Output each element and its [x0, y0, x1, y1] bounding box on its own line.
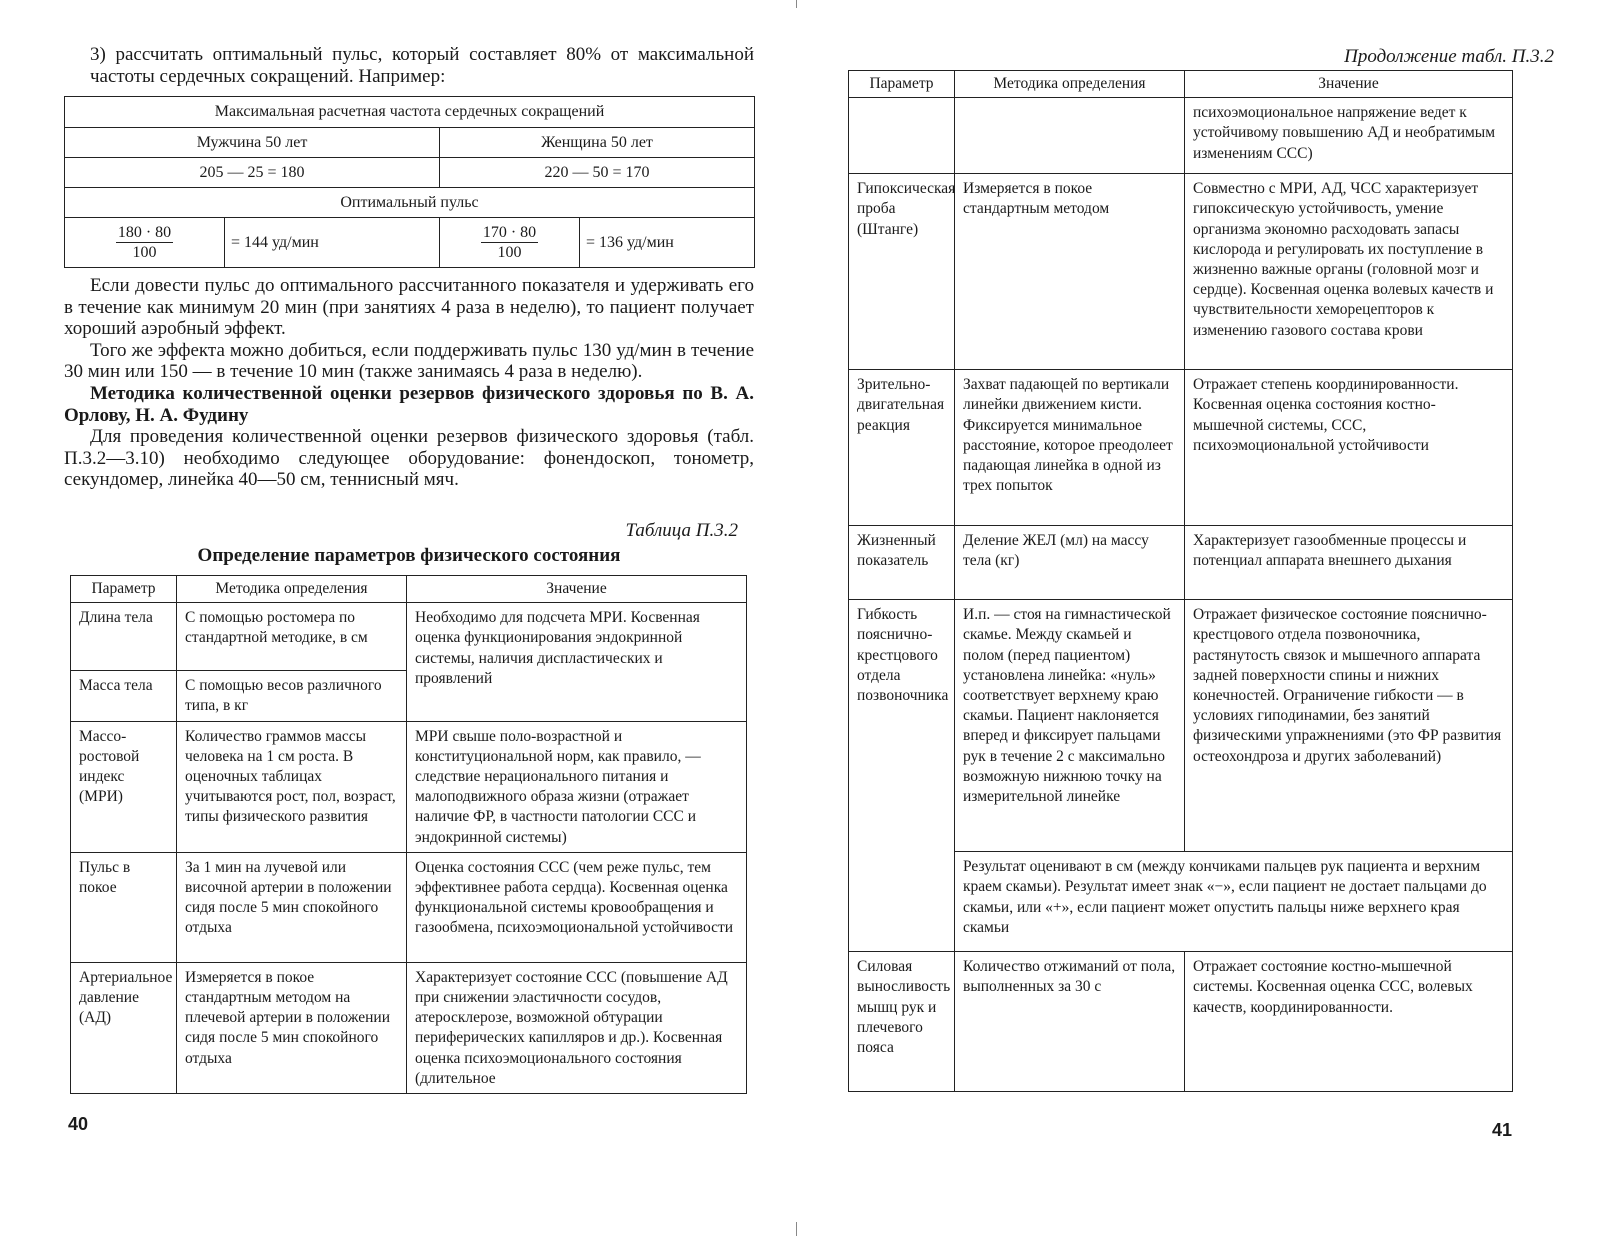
- header-method: Методика определения: [955, 71, 1185, 98]
- row-method: Измеряется в покое стандартным методом на плечевой артерии в положении сидя после 5 мин спокойного отдыха: [177, 962, 407, 1093]
- row-param: Жизненный показатель: [849, 526, 955, 600]
- page-number-left: 40: [68, 1114, 89, 1134]
- female-fraction-num: 170 · 80: [482, 224, 537, 241]
- female-formula: 220 — 50 = 170: [440, 158, 755, 188]
- row-param: Гипоксическая проба (Штанге): [849, 174, 955, 370]
- spine-mark-bottom: [796, 1222, 797, 1236]
- row-method: Деление ЖЕЛ (мл) на массу тела (кг): [955, 526, 1185, 600]
- header-value: Значение: [407, 576, 747, 603]
- row-method: С помощью весов различного типа, в кг: [177, 671, 407, 721]
- male-fraction-den: 100: [132, 244, 157, 261]
- male-label: Мужчина 50 лет: [65, 128, 440, 158]
- method-heading: Методика количественной оценки резервов физического здоровья по В. А. Орлову, Н. А. Фудину: [64, 382, 754, 426]
- row-value: Необходимо для подсчета МРИ. Косвенная оценка функционирования эндокринной системы, наличия диспластических и проявлений: [407, 603, 747, 721]
- row-param: Массо-ростовой индекс (МРИ): [71, 721, 177, 852]
- row-method: Захват падающей по вертикали линейки движением кисти. Фиксируется минимальное расстояние, которое преодолеет падающая линейка в одной из трех попыток: [955, 370, 1185, 526]
- row-value: психоэмоциональное напряжение ведет к устойчивому повышению АД и необратимым изменениям ССС): [1185, 98, 1513, 174]
- paragraph-equipment: Для проведения количественной оценки резервов физического здоровья (табл. П.3.2—3.10) необходимо следующее оборудование: фонендоскоп, тонометр, секундомер, линейка 40—50 см, теннисный мяч.: [64, 426, 754, 491]
- female-result: = 136 уд/мин: [580, 218, 755, 268]
- row-value: Оценка состояния ССС (чем реже пульс, тем эффективнее работа сердца). Косвенная оценка функциональной системы кровообращения и газообмена, психоэмоциональной устойчивости: [407, 852, 747, 962]
- header-param: Параметр: [849, 71, 955, 98]
- row-method: [955, 98, 1185, 174]
- continuation-caption: Продолжение табл. П.3.2: [1344, 46, 1554, 67]
- heart-rate-calc-table: [64, 96, 755, 268]
- physical-params-table: [70, 575, 747, 1094]
- physical-params-table-continued: [848, 70, 1513, 1092]
- row-param: Артериальное давление (АД): [71, 962, 177, 1093]
- header-param: Параметр: [71, 576, 177, 603]
- female-fraction-den: 100: [497, 244, 522, 261]
- row-param: Пульс в покое: [71, 852, 177, 962]
- table-row: [71, 603, 747, 671]
- male-fraction: [65, 218, 225, 268]
- intro-paragraph: 3) рассчитать оптимальный пульс, который составляет 80% от максимальной частоты сердечных сокращений. Например:: [90, 44, 754, 87]
- row-value: Характеризует газообменные процессы и потенциал аппарата внешнего дыхания: [1185, 526, 1513, 600]
- table-row: [849, 98, 1513, 174]
- row-method: С помощью ростомера по стандартной методике, в см: [177, 603, 407, 671]
- flex-result-note: Результат оценивают в см (между кончиками пальцев рук пациента и верхним краем скамьи). Результат имеет знак «−», если пациент не достает пальцами до скамьи, или «+», если пациент может опустить пальцы ниже верхнего края скамьи: [955, 852, 1513, 952]
- row-value: Отражает физическое состояние пояснично-крестцового отдела позвоночника, растянутость связок и мышечного аппарата задней поверхности спины и нижних конечностей. Ограничение гибкости — в условиях гиподинамии, без занятий физическими упражнениями (это ФР развития остеохондроза и других заболеваний): [1185, 600, 1513, 852]
- male-result: = 144 уд/мин: [225, 218, 440, 268]
- female-fraction: [440, 218, 580, 268]
- row-value: Отражает степень координированности. Косвенная оценка состояния костно-мышечной системы, ССС, психоэмоциональной устойчивости: [1185, 370, 1513, 526]
- row-method: И.п. — стоя на гимнастической скамье. Между скамьей и полом (перед пациентом) установлена линейка: «нуль» соответствует верхнему краю скамьи. Пациент наклоняется вперед и фиксирует пальцами рук в течение 2 с максимально возможную нижнюю точку на измерительной линейке: [955, 600, 1185, 852]
- row-param: Силовая выносливость мышц рук и плечевого пояса: [849, 952, 955, 1092]
- row-value: Отражает состояние костно-мышечной системы. Косвенная оценка ССС, волевых качеств, координированности.: [1185, 952, 1513, 1092]
- paragraph-aerobic: Если довести пульс до оптимального рассчитанного показателя и удерживать его в течение как минимум 20 мин (при занятиях 4 раза в неделю), то пациент получает хороший аэробный эффект.: [64, 275, 754, 340]
- paragraph-same-effect: Того же эффекта можно добиться, если поддерживать пульс 130 уд/мин в течение 30 мин или 150 — в течение 10 мин (также занимаясь 4 раза в неделю).: [64, 339, 754, 383]
- header-value: Значение: [1185, 71, 1513, 98]
- row-value: МРИ свыше поло-возрастной и конституциональной норм, как правило, — следствие нерационального питания и малоподвижного образа жизни (отражает наличие ФР, в частности патологии ССС и эндокринной системы): [407, 721, 747, 852]
- table-row: [849, 370, 1513, 526]
- male-formula: 205 — 25 = 180: [65, 158, 440, 188]
- row-value: Совместно с МРИ, АД, ЧСС характеризует гипоксическую устойчивость, умение организма экономно расходовать запасы кислорода и регулировать их поступление в жизненно важные органы (головной мозг и сердце). Косвенная оценка волевых качеств и чувствительности хеморецепторов к изменению газового состава крови: [1185, 174, 1513, 370]
- row-method: Количество отжиманий от пола, выполненных за 30 с: [955, 952, 1185, 1092]
- table-row: [71, 721, 747, 852]
- row-param: Длина тела: [71, 603, 177, 671]
- male-fraction-num: 180 · 80: [117, 224, 172, 241]
- table-row: [849, 174, 1513, 370]
- row-method: Количество граммов массы человека на 1 см роста. В оценочных таблицах учитываются рост, пол, возраст, типы физического развития: [177, 721, 407, 852]
- table-row: [849, 600, 1513, 852]
- row-param: Масса тела: [71, 671, 177, 721]
- row-method: Измеряется в покое стандартным методом: [955, 174, 1185, 370]
- page-number-right: 41: [1492, 1120, 1513, 1140]
- row-param: [849, 98, 955, 174]
- table-row: [71, 852, 747, 962]
- optimal-header: Оптимальный пульс: [65, 188, 755, 218]
- row-value: Характеризует состояние ССС (повышение АД при снижении эластичности сосудов, атеросклерозе, возможной обтурации периферических капилляров и др.). Косвенная оценка психоэмоционального состояния (длительное: [407, 962, 747, 1093]
- female-label: Женщина 50 лет: [440, 128, 755, 158]
- table-row: [71, 962, 747, 1093]
- table-row: [849, 526, 1513, 600]
- row-param: Гибкость пояснично-крестцового отдела позвоночника: [849, 600, 955, 952]
- table-row: [849, 952, 1513, 1092]
- spine-mark-top: [796, 0, 797, 8]
- table-caption: Таблица П.3.2: [625, 520, 738, 541]
- row-method: За 1 мин на лучевой или височной артерии в положении сидя после 5 мин спокойного отдыха: [177, 852, 407, 962]
- header-method: Методика определения: [177, 576, 407, 603]
- row-param: Зрительно-двигательная реакция: [849, 370, 955, 526]
- calc-header: Максимальная расчетная частота сердечных сокращений: [65, 97, 755, 128]
- table-title: Определение параметров физического состояния: [197, 545, 621, 566]
